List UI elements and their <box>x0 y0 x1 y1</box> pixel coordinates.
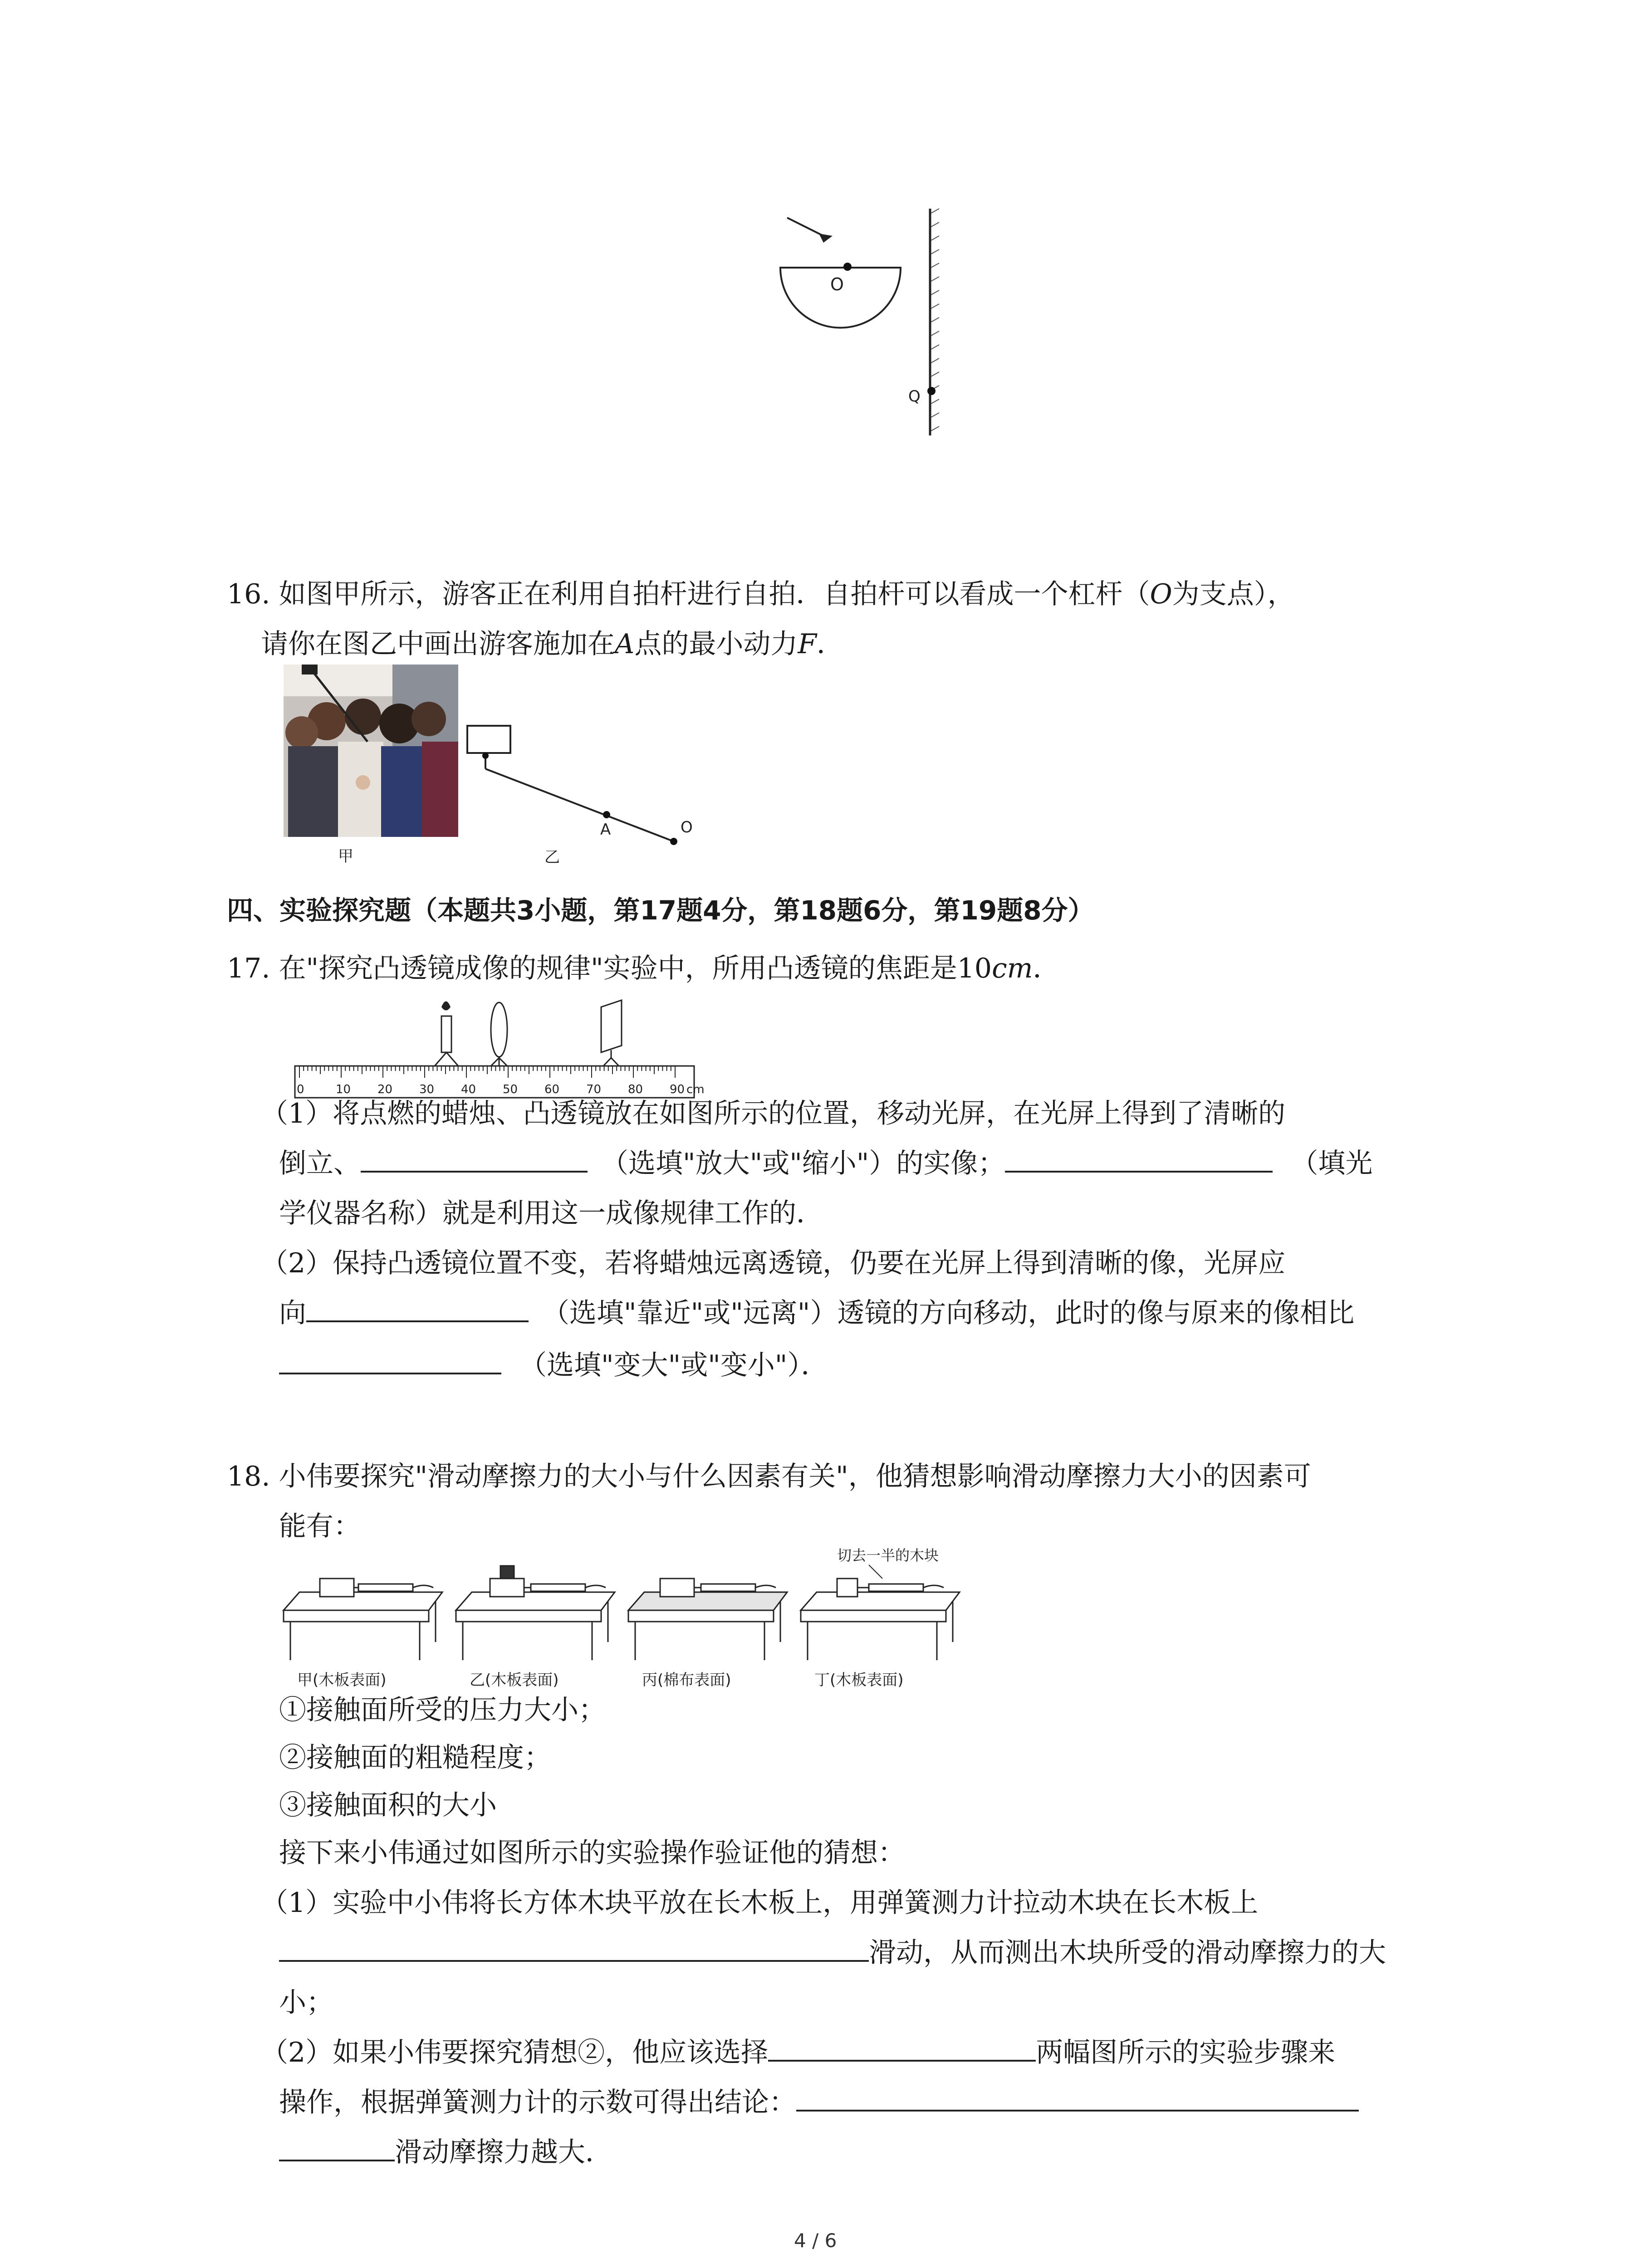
ruler-label: 90 <box>670 1083 685 1096</box>
ruler-label: 70 <box>586 1083 602 1096</box>
answer-blank-figures[interactable] <box>768 2032 1036 2062</box>
figure-q15-diagram <box>780 209 971 445</box>
ruler-label: 20 <box>377 1083 393 1096</box>
point-o <box>843 263 852 271</box>
light-screen <box>601 1000 622 1067</box>
ruler-label: 80 <box>628 1083 643 1096</box>
label-a: A <box>600 821 611 839</box>
q18-p1-line3: 小； <box>279 1987 333 2019</box>
incident-ray-arrow <box>819 234 833 243</box>
point-a <box>603 811 610 818</box>
fig-caption-jia: 甲(木板表面) <box>297 1671 387 1689</box>
q17-p2-line1: （2）保持凸透镜位置不变，若将蜡烛远离透镜，仍要在光屏上得到清晰的像，光屏应 <box>261 1247 1286 1279</box>
q17-stem: 17. 在"探究凸透镜成像的规律"实验中，所用凸透镜的焦距是10cm． <box>227 953 1060 984</box>
candle <box>435 1002 458 1066</box>
lever-diagram <box>458 717 703 853</box>
q17-p2-line3: （选填"变大"或"变小"）． <box>279 1340 828 1390</box>
caption-yi: 乙 <box>544 848 560 866</box>
q18-guess2: ②接触面的粗糙程度； <box>279 1742 551 1774</box>
q17-p1-line2: 倒立、 （选填"放大"或"缩小"）的实像； （填光 <box>279 1139 1372 1188</box>
cut-block-note: 切去一半的木块 <box>837 1547 939 1564</box>
ruler-label: 30 <box>419 1083 435 1096</box>
q18-p2-line3: 滑动摩擦力越大． <box>279 2127 612 2177</box>
mirror-hatching <box>931 209 939 431</box>
ruler-label: 60 <box>544 1083 560 1096</box>
answer-blank-image-size[interactable] <box>361 1143 588 1173</box>
q18-p1-line1: （1）实验中小伟将长方体木块平放在长木板上，用弹簧测力计拉动木块在长木板上 <box>261 1887 1259 1919</box>
ruler-label: 50 <box>503 1083 518 1096</box>
ruler-label: 0 <box>297 1083 304 1096</box>
caption-jia: 甲 <box>338 847 353 865</box>
ruler-label: cm <box>686 1083 705 1096</box>
answer-blank-motion[interactable] <box>279 1932 869 1962</box>
table-yi <box>456 1566 615 1660</box>
answer-blank-instrument[interactable] <box>1005 1143 1273 1173</box>
phone-box <box>467 726 510 753</box>
point-o <box>670 838 677 845</box>
q18-stem-line2: 能有： <box>279 1510 361 1542</box>
answer-blank-image-change[interactable] <box>279 1344 501 1374</box>
q18-stem-line1: 18. 小伟要探究"滑动摩擦力的大小与什么因素有关"，他猜想影响滑动摩擦力大小的因素可 <box>227 1461 1311 1492</box>
answer-blank-screen-direction[interactable] <box>306 1292 529 1322</box>
q18-p1-line2: 滑动，从而测出木块所受的滑动摩擦力的大 <box>279 1928 1386 1978</box>
q17-number: 17. <box>227 953 270 984</box>
fig-caption-yi: 乙(木板表面) <box>470 1671 559 1689</box>
ruler-label: 10 <box>336 1083 351 1096</box>
incident-ray <box>787 218 823 236</box>
q18-guess3: ③接触面积的大小 <box>279 1789 497 1821</box>
label-o: O <box>830 274 844 294</box>
label-o: O <box>681 818 693 836</box>
answer-blank-conclusion[interactable] <box>796 2082 1359 2112</box>
friction-experiment-figure <box>279 1542 987 1696</box>
fig-caption-ding: 丁(木板表面) <box>814 1671 904 1689</box>
point-q <box>927 387 936 395</box>
label-q: Q <box>908 387 921 406</box>
q16-line2: 请你在图乙中画出游客施加在A点的最小动力F． <box>261 628 844 660</box>
q17-p2-line2: 向 （选填"靠近"或"远离"）透镜的方向移动，此时的像与原来的像相比 <box>279 1288 1354 1338</box>
q18-guess1: ①接触面所受的压力大小； <box>279 1694 606 1726</box>
q16-number: 16. <box>227 578 270 610</box>
selfie-stick <box>485 769 674 841</box>
table-bing <box>628 1579 787 1660</box>
selfie-photo <box>284 665 458 837</box>
convex-lens <box>490 1002 508 1067</box>
q17-p1-line1: （1）将点燃的蜡烛、凸透镜放在如图所示的位置，移动光屏，在光屏上得到了清晰的 <box>261 1098 1286 1129</box>
table-ding <box>801 1579 960 1660</box>
ruler-label: 40 <box>461 1083 476 1096</box>
fig-caption-bing: 丙(棉布表面) <box>642 1671 731 1689</box>
q17-p1-line3: 学仪器名称）就是利用这一成像规律工作的． <box>279 1198 823 1229</box>
q18-number: 18. <box>227 1461 270 1492</box>
q16-line1: 16. 如图甲所示，游客正在利用自拍杆进行自拍．自拍杆可以看成一个杠杆（O为支点）， <box>227 578 1295 610</box>
q18-p2-line2: 操作，根据弹簧测力计的示数可得出结论： <box>279 2077 1359 2127</box>
section-title: 四、实验探究题（本题共3小题，第17题4分，第18题6分，第19题8分） <box>227 895 1094 926</box>
q18-p2-line1: （2）如果小伟要探究猜想②，他应该选择 两幅图所示的实验步骤来 <box>261 2028 1335 2077</box>
q18-next: 接下来小伟通过如图所示的实验操作验证他的猜想： <box>279 1837 905 1869</box>
page-number: 4 / 6 <box>794 2229 837 2252</box>
table-jia <box>284 1579 442 1660</box>
answer-blank-conclusion-cont[interactable] <box>279 2131 395 2161</box>
